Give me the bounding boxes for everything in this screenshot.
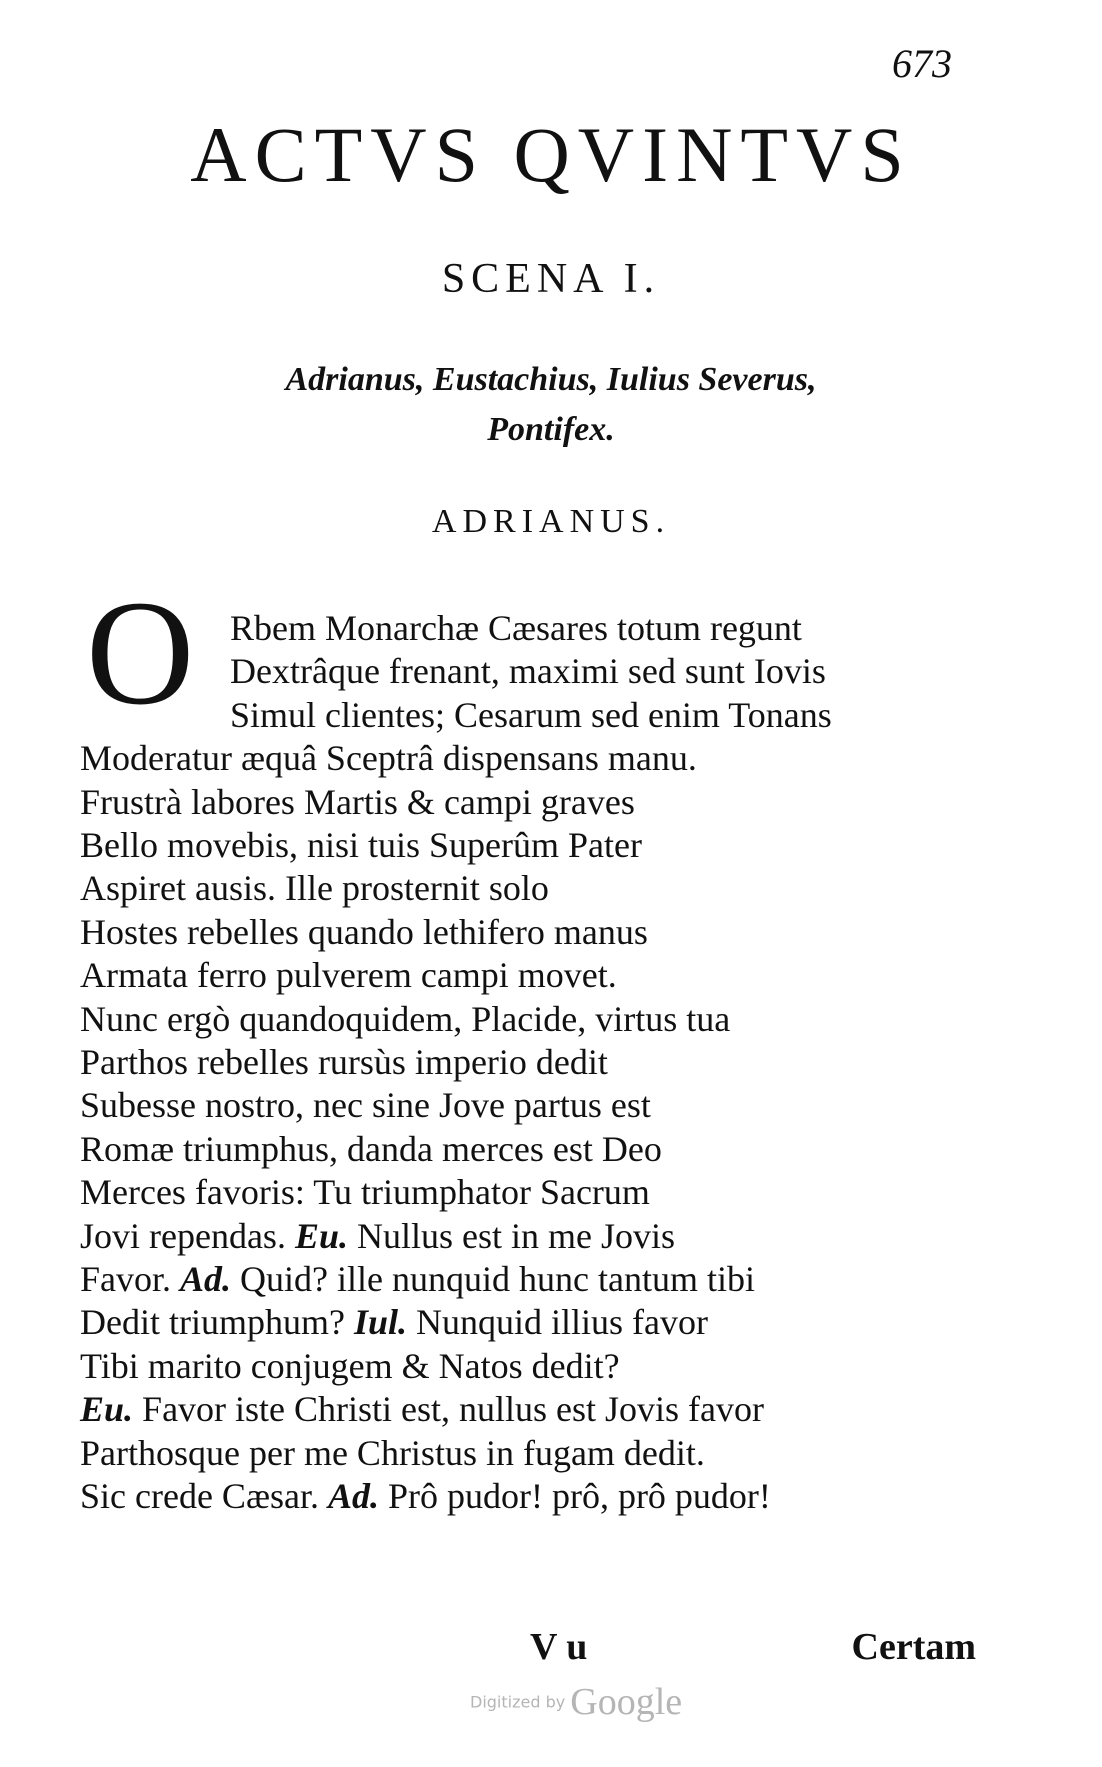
character-list [0, 355, 1102, 455]
scene-title: SCENA I. [441, 256, 661, 302]
verse-line: Tibi marito conjugem & Natos dedit? [80, 1345, 620, 1386]
verse-text-segment: Quid? ille nunquid hunc tantum tibi [231, 1259, 755, 1299]
watermark-brand: Google [570, 1681, 683, 1723]
verse-line: Hostes rebelles quando lethifero manus [80, 911, 648, 952]
act-title: ACTVS QVINTVS [190, 111, 912, 198]
verse-line: Dextrâque frenant, maximi sed sunt Iovis [230, 651, 826, 692]
verse-text-segment: Sic crede Cæsar. [80, 1476, 328, 1516]
verse-text-segment: Nullus est in me Jovis [348, 1215, 676, 1256]
verse-line: Simul clientes; Cesarum sed enim Tonans [230, 694, 832, 735]
verse-line: Romæ triumphus, danda merces est Deo [80, 1128, 662, 1169]
verse-line: Bello movebis, nisi tuis Superûm Pater [80, 825, 642, 865]
verse-line [80, 1255, 755, 1303]
verse-text-segment: Favor. [80, 1259, 181, 1299]
page-number: 673 [892, 41, 952, 86]
signature-mark: V u [530, 1626, 588, 1668]
character-list-line-2: Pontifex. [487, 411, 615, 448]
verse-line [80, 1472, 771, 1520]
verse-text-segment: Dedit triumphum? [80, 1302, 354, 1343]
verse-line: Armata ferro pulverem campi movet. [80, 955, 617, 996]
verse-line: Aspiret ausis. Ille prosternit solo [80, 868, 549, 909]
speaker-abbreviation: Iul. [353, 1302, 408, 1343]
verse-line: Subesse nostro, nec sine Jove partus est [80, 1085, 651, 1126]
verse-line: Nunc ergò quandoquidem, Placide, virtus tua [80, 998, 731, 1039]
verse-line: Rbem Monarchæ Cæsares totum regunt [230, 608, 802, 648]
verse-line: Parthos rebelles rursùs imperio dedit [80, 1042, 608, 1082]
verse-line: Merces favoris: Tu triumphator Sacrum [80, 1172, 650, 1213]
speaker-abbreviation: Ad. [327, 1476, 379, 1516]
speaker-abbreviation: Eu. [294, 1215, 348, 1256]
speaker-abbreviation: Ad. [180, 1259, 232, 1299]
verse-text-segment: Favor iste Christi est, nullus est Jovis favor [133, 1389, 765, 1430]
verse-line: Parthosque per me Christus in fugam dedit. [80, 1432, 705, 1473]
verse-text-segment: Nunquid illius favor [407, 1302, 708, 1343]
digitized-watermark [470, 1680, 682, 1724]
watermark-prefix: Digitized by [470, 1692, 566, 1712]
catchword: Certam [851, 1626, 976, 1668]
verse-line [80, 1298, 708, 1346]
verse-line: Frustrà labores Martis & campi graves [80, 781, 635, 822]
verse-line: Moderatur æquâ Sceptrâ dispensans manu. [80, 738, 697, 779]
speaker-abbreviation: Eu. [80, 1389, 134, 1430]
verse-line [80, 1385, 764, 1433]
character-list-line-1: Adrianus, Eustachius, Iulius Severus, [285, 361, 817, 398]
verse-line [80, 1212, 675, 1260]
verse-text-segment: Jovi rependas. [80, 1215, 295, 1256]
verse-text-segment: Prô pudor! prô, prô pudor! [378, 1476, 771, 1516]
drop-cap: O [86, 570, 195, 736]
speaker-heading: ADRIANUS. [431, 503, 671, 540]
